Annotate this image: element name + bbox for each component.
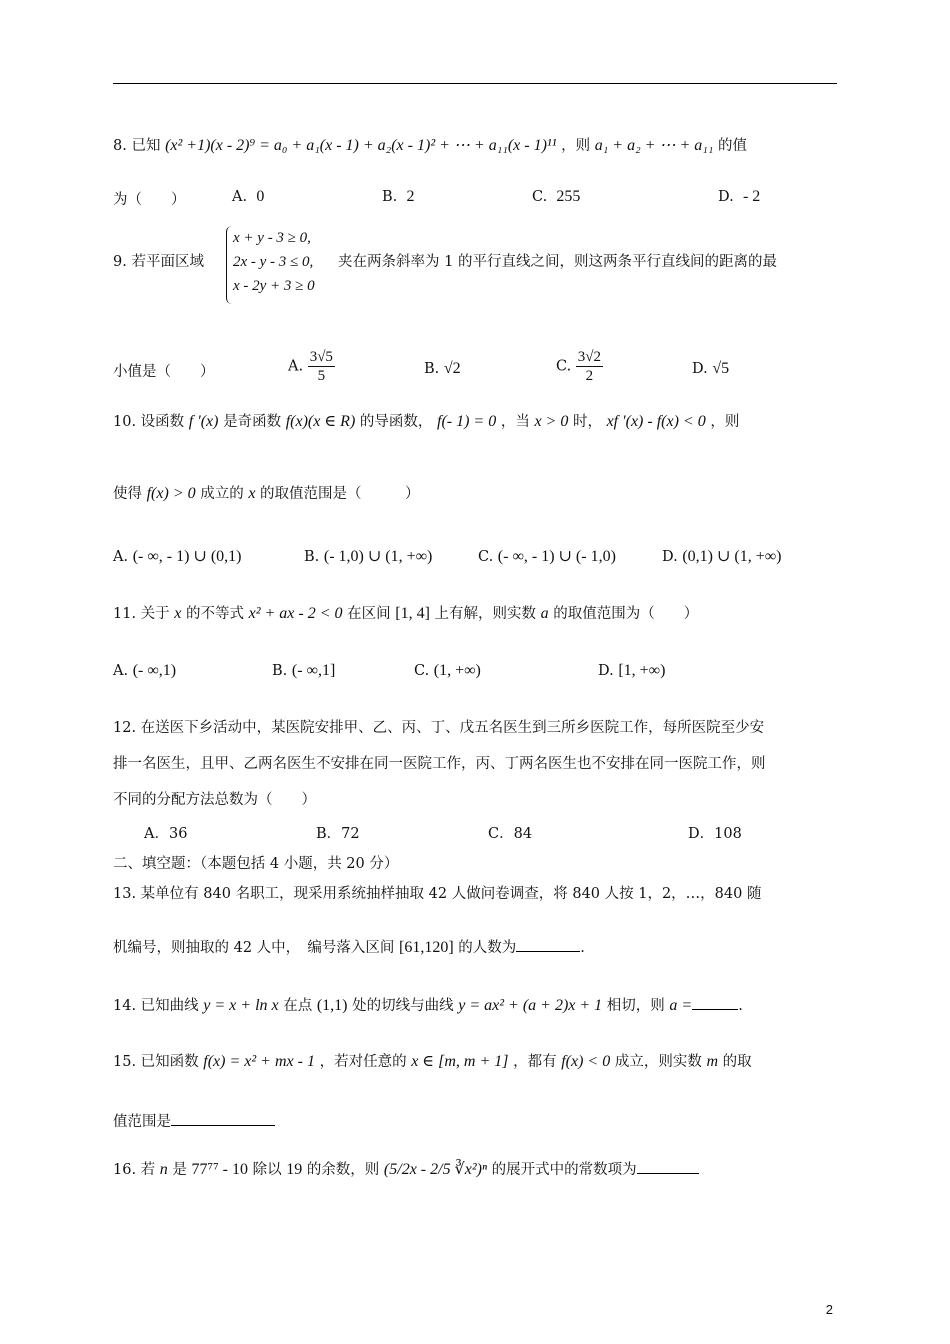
option-label: C． [488, 826, 514, 842]
question-11-option-d [598, 662, 665, 680]
math-variable: m [706, 1053, 718, 1070]
question-10-text: 使得 [113, 486, 142, 502]
question-15-line-2 [113, 1110, 837, 1131]
option-value: - 2 [742, 188, 761, 205]
question-9-number: 9. 若平面区域 [113, 254, 204, 270]
question-10-option-c [478, 546, 616, 566]
question-8-number: 8. 已知 [113, 138, 161, 154]
system-row-1: x + y - 3 ≥ 0, [233, 230, 311, 246]
option-label: C. [532, 189, 548, 205]
option-label: B. [304, 549, 320, 565]
option-label: A. [113, 549, 129, 565]
option-value: 72 [341, 826, 360, 842]
question-8-option-d [718, 188, 760, 206]
question-8-option-a [232, 188, 264, 206]
option-label: B． [316, 826, 342, 842]
option-fraction [308, 348, 335, 385]
header-rule [113, 83, 837, 84]
question-9-system [226, 226, 315, 304]
question-9-prompt: 小值是（ ） [113, 364, 215, 380]
question-9-body: 夹在两条斜率为 1 的平行直线之间，则这两条平行直线间的距离的最 [338, 254, 777, 270]
option-label: A. [113, 663, 129, 679]
question-15-text: 的取 [722, 1054, 752, 1070]
question-11-text: 在区间 [347, 606, 391, 622]
question-10-text: 成立的 [200, 486, 244, 502]
question-10-text: ，则 [710, 414, 740, 430]
question-10-line-1 [113, 410, 837, 431]
fraction-denominator: 5 [317, 368, 326, 384]
option-label: D. [718, 189, 734, 205]
question-13-line-2 [113, 936, 837, 957]
math-inequality: x² + ax - 2 < 0 [248, 605, 343, 622]
question-12-text: 12. 在送医下乡活动中，某医院安排甲、乙、丙、丁、戊五名医生到三所乡医院工作，每所医院至少安 [113, 720, 765, 736]
question-10-option-a [113, 546, 241, 566]
option-label: D. [598, 663, 614, 679]
question-10-option-b [304, 546, 432, 566]
question-16-text: 的余数，则 [306, 1162, 380, 1178]
question-8-text-end: 的值 [717, 138, 747, 154]
question-12-option-c [488, 822, 532, 843]
question-11-option-c [414, 662, 481, 680]
question-8-prompt: 为（ ） [113, 192, 186, 208]
math-binomial: (5/2x - 2/5 ∛x²)ⁿ [383, 1161, 488, 1178]
option-label: B. [382, 189, 398, 205]
math-expression: 77⁷⁷ - 10 [191, 1161, 248, 1178]
math-variable: a = [669, 997, 693, 1014]
question-8-expression: (x² +1)(x - 2)⁹ = a₀ + a₁(x - 1) + a₂(x - 1)² + ⋯ + a₁₁(x - 1)¹¹ [165, 137, 557, 154]
option-label: B. [272, 663, 288, 679]
math-point: (1,1) [316, 997, 348, 1014]
question-10-text: ，当 [500, 414, 530, 430]
option-value: (1, +∞) [433, 662, 481, 679]
question-15-text: ，若对任意的 [319, 1054, 407, 1070]
question-11-line-1 [113, 602, 837, 623]
question-15-line-1 [113, 1050, 837, 1071]
question-15-text: 成立，则实数 [614, 1054, 702, 1070]
question-8-sum: a₁ + a₂ + ⋯ + a₁₁ [594, 137, 714, 154]
question-12-line-2 [113, 752, 837, 773]
question-10-prompt: 的取值范围是（ ） [260, 486, 420, 502]
math-variable: x [174, 605, 182, 622]
question-16-text: 的展开式中的常数项为 [491, 1162, 637, 1178]
option-label: C. [414, 663, 430, 679]
option-value: (- 1,0) ∪ (1, +∞) [323, 548, 433, 565]
option-value: 108 [714, 826, 742, 842]
math-variable: n [159, 1161, 168, 1178]
fraction-denominator: 2 [585, 368, 594, 384]
question-15-number: 15. 已知函数 [113, 1054, 199, 1070]
math-function: f(x)(x ∈ R) [285, 413, 356, 430]
question-11-text: 上有解，则实数 [434, 606, 537, 622]
option-label: B. [424, 361, 440, 377]
math-condition: x ∈ [m, m + 1] [411, 1053, 509, 1070]
option-label: C. [556, 358, 572, 375]
question-8-option-c [532, 188, 580, 206]
math-condition: f(x) > 0 [146, 485, 196, 502]
question-10-line-2 [113, 482, 837, 503]
answer-blank[interactable] [692, 1009, 738, 1010]
question-16-number: 16. 若 [113, 1162, 156, 1178]
answer-blank[interactable] [516, 951, 580, 952]
question-15-prompt: 值范围是 [113, 1114, 171, 1130]
math-number: 19 [286, 1161, 303, 1178]
question-10-text: 是奇函数 [223, 414, 282, 430]
question-14-period: . [738, 998, 743, 1014]
math-condition: f(- 1) = 0 [437, 413, 497, 430]
question-9-option-b [424, 360, 461, 378]
question-9-text [338, 250, 777, 271]
question-11-option-b [272, 662, 335, 680]
option-value: 84 [513, 826, 533, 842]
option-label: D． [688, 826, 715, 842]
option-value: 2 [406, 188, 415, 205]
question-13-period: . [580, 940, 585, 956]
question-11-prompt: 的取值范围为（ ） [553, 606, 699, 622]
option-value: 36 [168, 826, 188, 842]
question-11-text: 的不等式 [186, 606, 244, 622]
question-12-option-d [688, 822, 742, 843]
question-13-text: 机编号，则抽取的 42 人中， 编号落入区间 [113, 940, 395, 956]
math-variable: x [248, 485, 256, 502]
question-16-line [113, 1158, 837, 1179]
fraction-numerator: 3√5 [309, 349, 333, 365]
option-value: (0,1) ∪ (1, +∞) [682, 548, 782, 565]
question-10-number: 10. 设函数 [113, 414, 185, 430]
question-13-text: 的人数为 [458, 940, 517, 956]
math-function: f(x) = x² + mx - 1 [203, 1053, 315, 1070]
question-13-text: 13. 某单位有 840 名职工，现采用系统抽样抽取 42 人做问卷调查，将 840 人按 1，2，…，840 随 [113, 886, 762, 902]
question-14-text: 处的切线与曲线 [352, 998, 454, 1014]
question-12-text: 排一名医生，且甲、乙两名医生不安排在同一医院工作，丙、丁两名医生也不安排在同一医院工作，则 [113, 756, 766, 772]
question-14-text: 在点 [283, 998, 313, 1014]
option-value: 255 [556, 188, 581, 205]
math-curve: y = ax² + (a + 2)x + 1 [458, 997, 603, 1014]
option-value: [1, +∞) [618, 662, 666, 679]
section-title: 二、填空题：（本题包括 4 小题，共 20 分） [113, 856, 399, 872]
math-interval: [61,120] [399, 939, 454, 956]
question-11-number: 11. 关于 [113, 606, 170, 622]
question-13-line-1 [113, 882, 837, 903]
system-row-3: x - 2y + 3 ≥ 0 [233, 278, 315, 294]
question-12-line-1 [113, 716, 837, 737]
option-label: D. [692, 361, 708, 377]
question-12-line-3 [113, 788, 837, 809]
option-value: (- ∞, - 1) ∪ (- 1,0) [497, 548, 616, 565]
question-8-line-1 [113, 134, 837, 155]
option-label: D. [662, 549, 678, 565]
answer-blank[interactable] [637, 1173, 699, 1174]
option-label: C. [478, 549, 494, 565]
page-number: 2 [825, 1302, 833, 1317]
math-derivative: f ′(x) [188, 413, 219, 430]
option-label: A. [232, 189, 248, 205]
question-9-option-d [692, 360, 729, 378]
fraction-numerator: 3√2 [577, 349, 602, 365]
question-16-text: 是 [172, 1162, 187, 1178]
section-heading [113, 852, 837, 873]
option-label: A． [144, 826, 169, 842]
question-12-option-b [316, 822, 360, 843]
math-curve: y = x + ln x [203, 997, 279, 1014]
question-14-number: 14. 已知曲线 [113, 998, 199, 1014]
question-11-option-a [113, 662, 176, 680]
math-interval: [1, 4] [395, 605, 430, 622]
question-10-option-d [662, 546, 781, 566]
question-14-text: 相切，则 [606, 998, 665, 1014]
option-value: (- ∞,1] [291, 662, 336, 679]
question-12-option-a [144, 822, 187, 843]
math-inequality: xf ′(x) - f(x) < 0 [606, 413, 706, 430]
question-8-text: ，则 [561, 138, 591, 154]
question-10-text: 时， [572, 414, 602, 430]
question-10-text: 的导函数， [359, 414, 433, 430]
question-9-option-a [288, 348, 335, 385]
option-label: A. [288, 358, 304, 375]
question-9-option-c [556, 348, 603, 385]
question-15-text: ，都有 [513, 1054, 557, 1070]
question-16-text: 除以 [252, 1162, 282, 1178]
math-inequality: f(x) < 0 [561, 1053, 611, 1070]
option-value: (- ∞,1) [132, 662, 177, 679]
answer-blank[interactable] [171, 1125, 275, 1126]
option-value: √5 [712, 360, 730, 377]
math-condition: x > 0 [534, 413, 569, 430]
question-14-line [113, 994, 837, 1015]
option-value: √2 [443, 360, 461, 377]
option-value: (- ∞, - 1) ∪ (0,1) [132, 548, 242, 565]
question-8-option-b [382, 188, 414, 206]
question-12-prompt: 不同的分配方法总数为（ ） [113, 792, 316, 808]
option-value: 0 [256, 188, 265, 205]
math-variable: a [540, 605, 549, 622]
option-fraction [576, 348, 603, 385]
system-row-2: 2x - y - 3 ≤ 0, [233, 254, 314, 270]
